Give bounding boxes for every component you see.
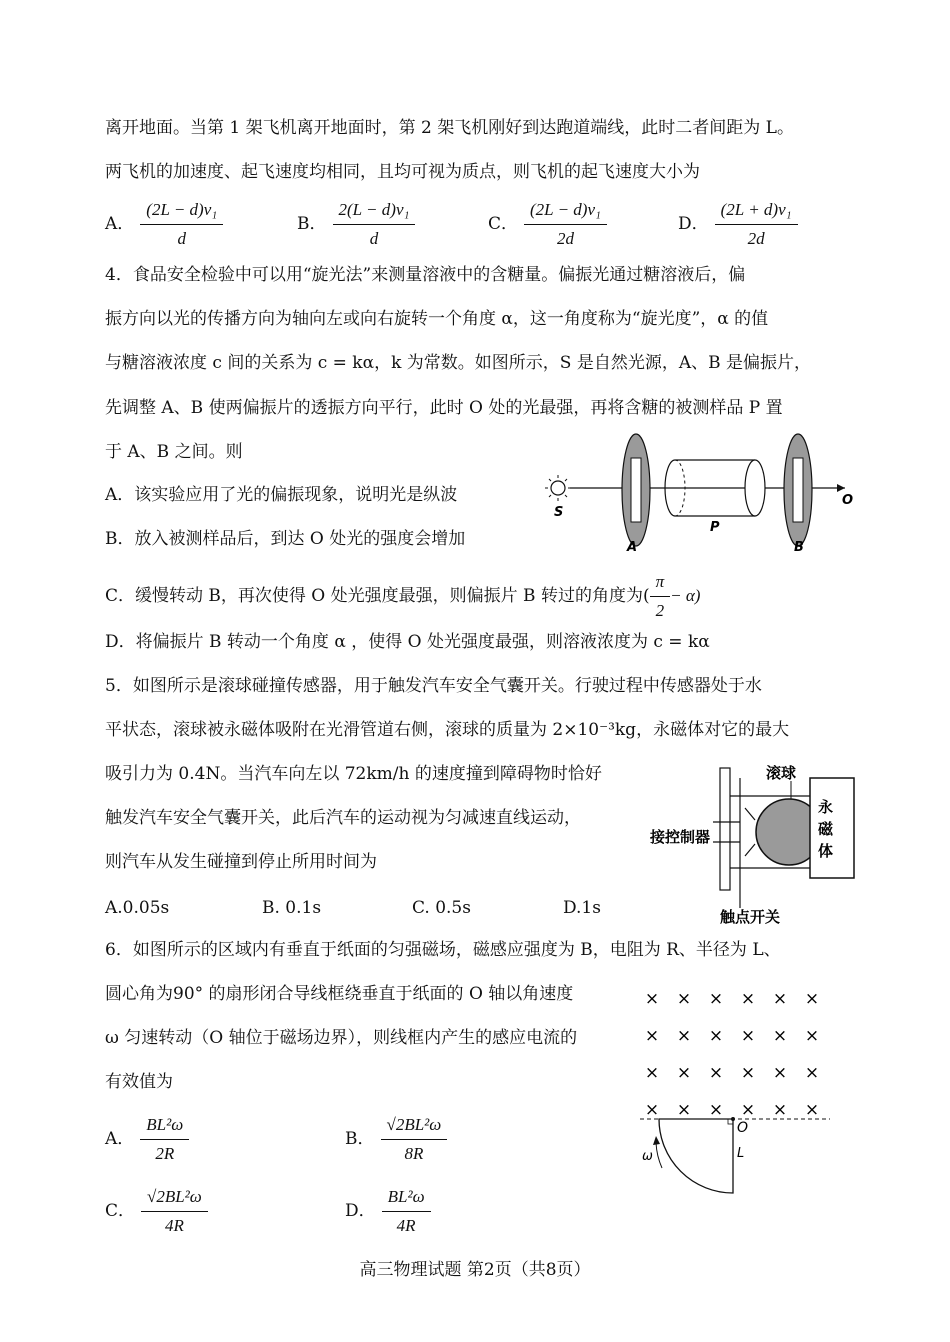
polarizer-a — [622, 434, 650, 546]
magnet-label-1: 永 — [818, 798, 834, 816]
q3-option-b[interactable] — [297, 198, 415, 251]
field-cross-icon: × — [804, 1063, 820, 1083]
polarizer-b — [784, 434, 812, 546]
magnet-label-2: 磁 — [818, 820, 834, 838]
label-o: O — [737, 1120, 749, 1136]
magnetic-field-diagram — [640, 982, 840, 1197]
field-cross-icon: × — [740, 1026, 756, 1046]
q4-text-line-5: 于 A、B 之间。则 — [105, 442, 243, 462]
option-label: B． — [297, 214, 327, 234]
option-label: D． — [678, 214, 709, 234]
q3-text-line-1: 离开地面。当第 1 架飞机离开地面时，第 2 架飞机刚好到达跑道端线，此时二者间距为 L。 — [105, 118, 794, 138]
option-label: B． — [345, 1129, 375, 1149]
q4-option-d[interactable]: D．将偏振片 B 转动一个角度 α ，使得 O 处光强度最强，则溶液浓度为 c = kα — [105, 632, 710, 652]
denominator: 8R — [404, 1144, 424, 1163]
polarization-diagram — [540, 430, 860, 560]
q6-option-b[interactable] — [345, 1113, 447, 1166]
field-cross-icon: × — [708, 1063, 724, 1083]
field-cross-icon: × — [708, 1100, 724, 1120]
q3-text-line-2: 两飞机的加速度、起飞速度均相同，且均可视为质点，则飞机的起飞速度大小为 — [105, 162, 700, 182]
option-c-tail: − α) — [670, 586, 701, 605]
q4-text-line-4: 先调整 A、B 使两偏振片的透振方向平行，此时 O 处的光最强，再将含糖的被测样品 P 置 — [105, 398, 783, 418]
fraction — [140, 198, 223, 251]
q5-text-line-2: 平状态，滚球被永磁体吸附在光滑管道右侧，滚球的质量为 2×10⁻³kg，永磁体对它的最大 — [105, 720, 790, 740]
q5-text-line-5: 则汽车从发生碰撞到停止所用时间为 — [105, 852, 377, 872]
option-label: A． — [105, 1129, 135, 1149]
field-cross-icon: × — [676, 1026, 692, 1046]
q4-option-b[interactable]: B．放入被测样品后，到达 O 处光的强度会增加 — [105, 529, 466, 549]
sector-loop — [659, 1119, 733, 1193]
option-label: C． — [488, 214, 519, 234]
q6-option-c[interactable] — [105, 1185, 208, 1238]
q3-option-a[interactable] — [105, 198, 223, 251]
label-a: A — [627, 540, 638, 555]
field-cross-icon: × — [772, 1063, 788, 1083]
q6-text-line-2: 圆心角为90° 的扇形闭合导线框绕垂直于纸面的 O 轴以角速度 — [105, 984, 574, 1004]
q5-option-d[interactable]: D.1s — [563, 898, 601, 918]
fraction — [650, 570, 671, 623]
q5-option-b[interactable]: B. 0.1s — [262, 898, 322, 918]
arrow-head-icon — [837, 484, 845, 492]
q6-text-line-4: 有效值为 — [105, 1072, 173, 1092]
field-cross-icon: × — [740, 1100, 756, 1120]
denominator: d — [369, 229, 379, 248]
fraction — [381, 1113, 448, 1166]
denominator: 4R — [396, 1216, 416, 1235]
field-cross-icon: × — [708, 989, 724, 1009]
option-label: A． — [105, 214, 135, 234]
field-cross-icon: × — [676, 1100, 692, 1120]
denominator: 4R — [164, 1216, 184, 1235]
numerator: (2L − d)v₁ — [140, 198, 223, 225]
label-omega: ω — [642, 1149, 653, 1164]
label-b: B — [794, 540, 804, 555]
field-cross-icon: × — [804, 1026, 820, 1046]
ball-sensor-diagram — [648, 760, 858, 930]
q5-text-line-4: 触发汽车安全气囊开关，此后汽车的运动视为匀减速直线运动， — [105, 808, 581, 828]
field-cross-icon: × — [740, 1063, 756, 1083]
option-label: D． — [345, 1201, 376, 1221]
fraction — [715, 198, 798, 251]
denominator: 2d — [747, 229, 765, 248]
q4-option-c[interactable] — [105, 570, 700, 623]
field-cross-grid — [645, 989, 819, 1120]
fraction — [524, 198, 607, 251]
rotation-arrow-icon — [653, 1136, 660, 1145]
magnet-label-3: 体 — [818, 842, 834, 860]
numerator: √2BL²ω — [381, 1113, 448, 1140]
numerator: BL²ω — [140, 1113, 189, 1140]
label-l: L — [737, 1146, 745, 1161]
switch-label: 触点开关 — [720, 908, 781, 926]
q5-option-a[interactable]: A.0.05s — [105, 898, 170, 918]
field-cross-icon: × — [644, 989, 660, 1009]
field-cross-icon: × — [644, 1063, 660, 1083]
q4-text-line-1: 4．食品安全检验中可以用“旋光法”来测量溶液中的含糖量。偏振光通过糖溶液后，偏 — [105, 265, 746, 285]
option-label: C． — [105, 1201, 136, 1221]
denominator: d — [177, 229, 186, 248]
controller-label: 接控制器 — [650, 828, 711, 846]
q4-option-a[interactable]: A．该实验应用了光的偏振现象，说明光是纵波 — [105, 485, 458, 505]
field-cross-icon: × — [708, 1026, 724, 1046]
denominator: 2R — [155, 1144, 175, 1163]
q3-option-d[interactable] — [678, 198, 798, 251]
sun-source-icon — [545, 475, 571, 501]
denominator: 2d — [556, 229, 574, 248]
label-s: S — [554, 505, 564, 520]
field-cross-icon: × — [804, 989, 820, 1009]
q3-option-c[interactable] — [488, 198, 607, 251]
q5-text-line-3: 吸引力为 0.4N。当汽车向左以 72km/h 的速度撞到障碍物时恰好 — [105, 764, 602, 784]
q6-option-a[interactable] — [105, 1113, 189, 1166]
field-cross-icon: × — [644, 1026, 660, 1046]
denominator: 2 — [655, 601, 665, 620]
field-cross-icon: × — [772, 989, 788, 1009]
label-o: O — [842, 493, 854, 508]
option-c-text: C．缓慢转动 B，再次使得 O 处光强度最强，则偏振片 B 转过的角度为( — [105, 586, 650, 606]
numerator: BL²ω — [382, 1185, 431, 1212]
axis-o-point — [731, 1117, 735, 1121]
field-cross-icon: × — [676, 989, 692, 1009]
field-cross-icon: × — [644, 1100, 660, 1120]
q6-text-line-3: ω 匀速转动（O 轴位于磁场边界），则线框内产生的感应电流的 — [105, 1028, 578, 1048]
page-footer: 高三物理试题 第2页（共8页） — [359, 1260, 591, 1280]
field-cross-icon: × — [772, 1100, 788, 1120]
q4-text-line-2: 振方向以光的传播方向为轴向左或向右旋转一个角度 α，这一角度称为“旋光度”，α 的值 — [105, 309, 769, 329]
contact-plate — [720, 768, 730, 890]
field-cross-icon: × — [676, 1063, 692, 1083]
fraction — [140, 1113, 189, 1166]
q5-option-c[interactable]: C. 0.5s — [412, 898, 471, 918]
q6-option-d[interactable] — [345, 1185, 431, 1238]
q6-text-line-1: 6．如图所示的区域内有垂直于纸面的匀强磁场，磁感应强度为 B，电阻为 R、半径为 L、 — [105, 940, 781, 960]
q4-text-line-3: 与糖溶液浓度 c 间的关系为 c = kα，k 为常数。如图所示，S 是自然光源，A、B 是偏振片， — [105, 353, 812, 373]
numerator: √2BL²ω — [141, 1185, 208, 1212]
fraction — [141, 1185, 208, 1238]
q5-text-line-1: 5．如图所示是滚球碰撞传感器，用于触发汽车安全气囊开关。行驶过程中传感器处于水 — [105, 676, 762, 696]
numerator: π — [650, 570, 671, 597]
field-cross-icon: × — [804, 1100, 820, 1120]
rotation-arc — [656, 1142, 662, 1168]
field-cross-icon: × — [740, 989, 756, 1009]
numerator: (2L − d)v₁ — [524, 198, 607, 225]
numerator: 2(L − d)v₁ — [333, 198, 416, 225]
fraction — [333, 198, 416, 251]
fraction — [382, 1185, 431, 1238]
ball-label: 滚球 — [766, 764, 797, 782]
numerator: (2L + d)v₁ — [715, 198, 798, 225]
label-p: P — [710, 520, 720, 535]
field-cross-icon: × — [772, 1026, 788, 1046]
